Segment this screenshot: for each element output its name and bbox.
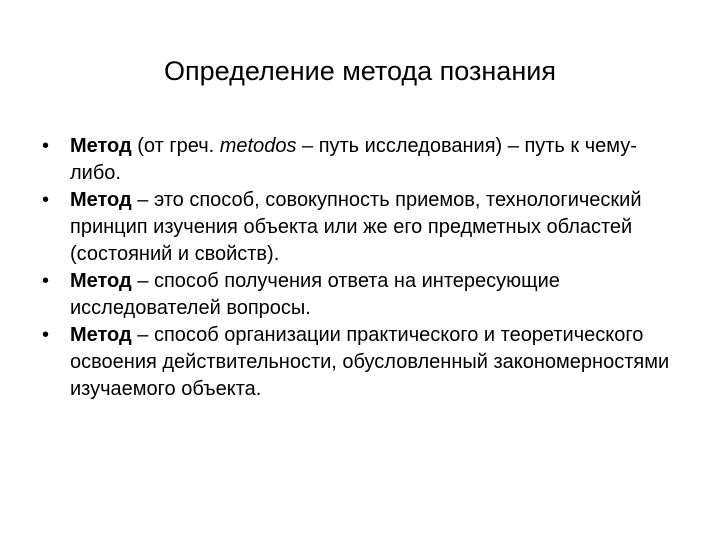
bullet-term: Метод	[70, 270, 132, 292]
bullet-icon: •	[42, 135, 50, 157]
bullet-text: – путь исследования) – путь к чему-либо.	[70, 135, 637, 184]
slide-title: Определение метода познания	[164, 56, 556, 86]
bullet-text: – это способ, совокупность приемов, технологический принцип изучения объекта или же его предметных областей (состояний и свойств).	[70, 189, 642, 265]
bullet-item-1	[42, 133, 682, 187]
bullet-icon: •	[42, 324, 50, 346]
bullet-icon: •	[42, 270, 50, 292]
bullet-text: (от греч.	[131, 135, 220, 157]
bullet-item-2	[42, 187, 682, 268]
bullet-icon: •	[42, 189, 50, 211]
bullet-term: Метод	[70, 135, 132, 157]
bullet-italic-term: metodos	[219, 135, 297, 157]
bullet-item-4	[42, 322, 682, 403]
bullet-text: – способ получения ответа на интересующие исследователей вопросы.	[70, 270, 560, 319]
bullet-term: Метод	[70, 189, 132, 211]
bullet-item-3	[42, 268, 682, 322]
bullet-list	[42, 133, 682, 403]
bullet-term: Метод	[70, 324, 132, 346]
bullet-text: – способ организации практического и теоретического освоения действительности, обусловленный закономерностями изучаемого объекта.	[70, 324, 670, 400]
